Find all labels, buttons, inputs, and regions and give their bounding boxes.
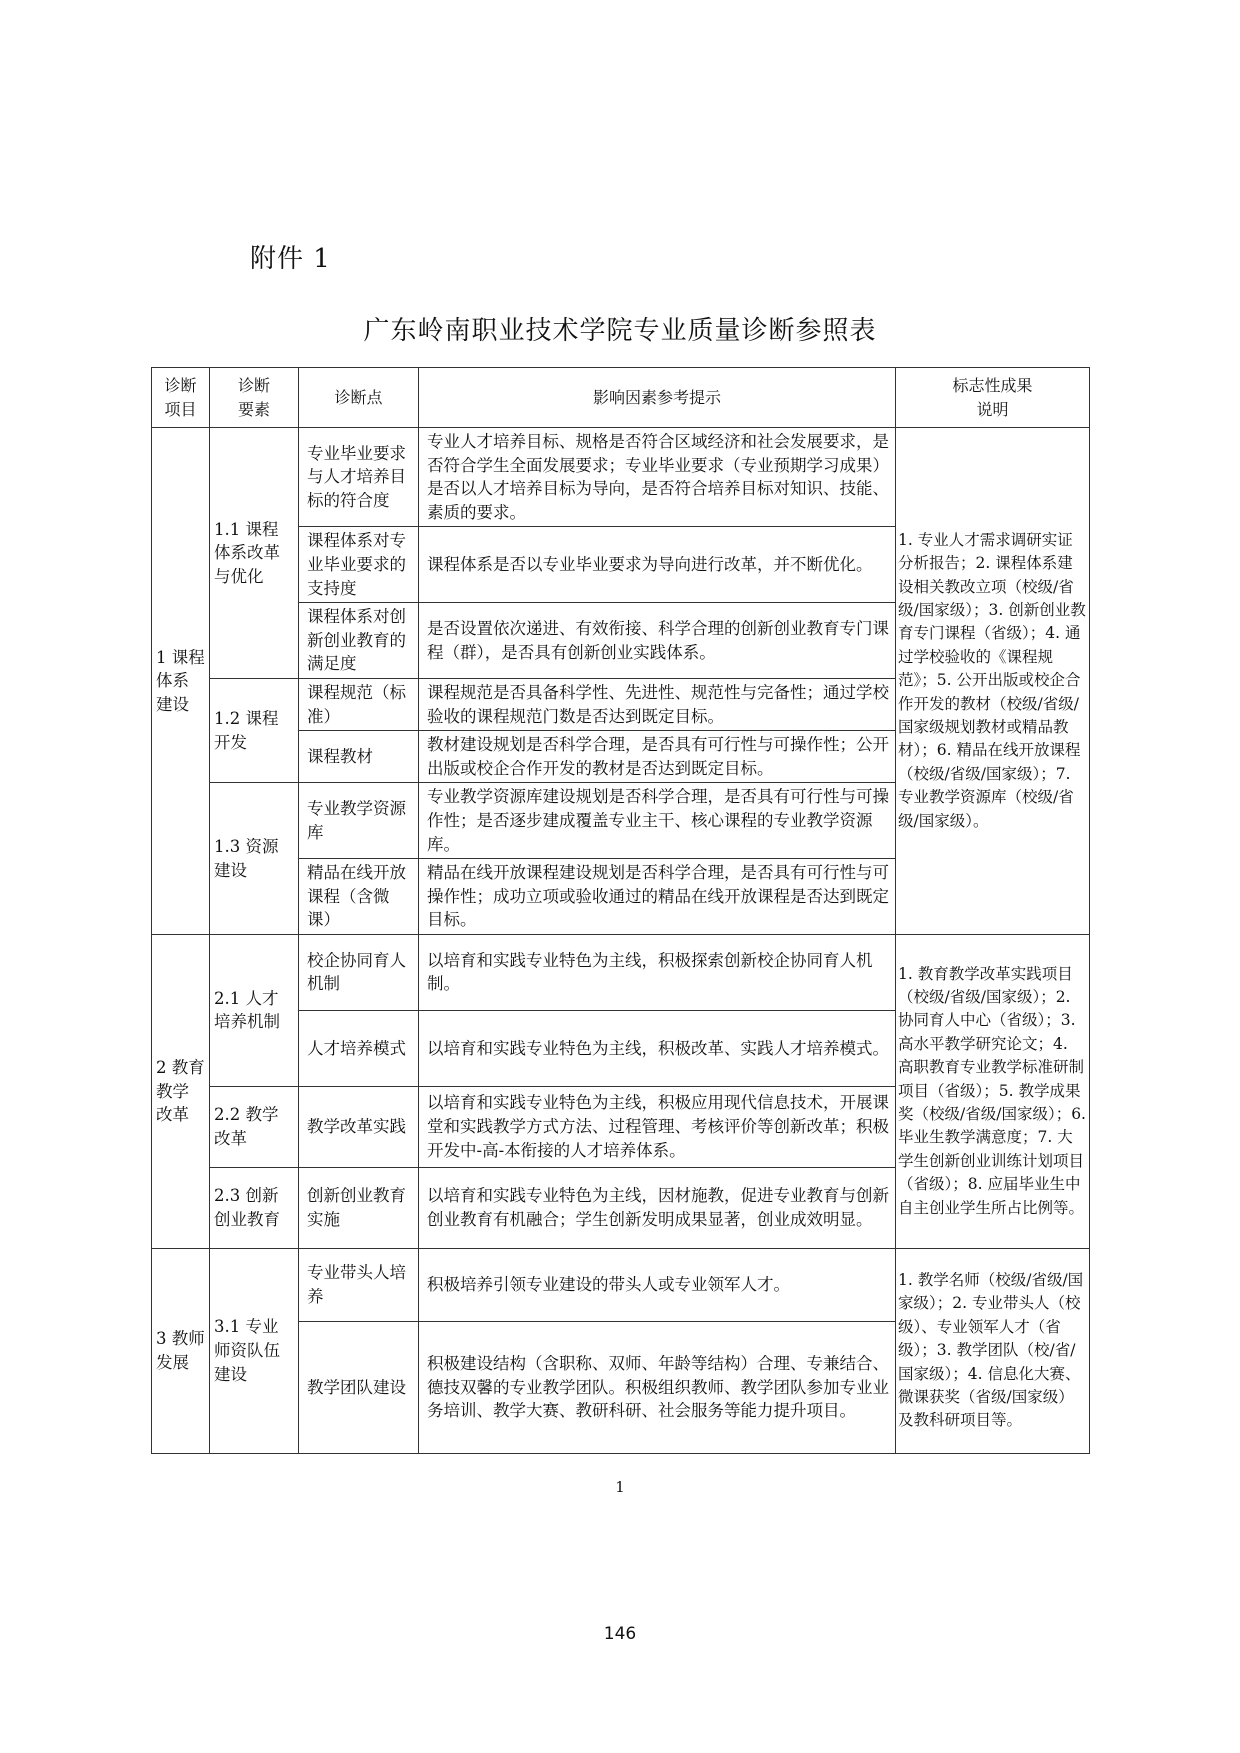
point-cell: 精品在线开放课程（含微课）	[299, 859, 419, 935]
element-cell: 2.2 教学改革	[210, 1086, 299, 1167]
point-cell: 课程体系对专业毕业要求的支持度	[299, 527, 419, 603]
attachment-label: 附件 1	[250, 244, 331, 274]
table-row	[152, 1248, 1090, 1321]
page-number: 1	[615, 1478, 625, 1496]
point-cell: 校企协同育人机制	[299, 934, 419, 1010]
point-cell: 专业教学资源库	[299, 783, 419, 859]
table-row	[152, 428, 1090, 527]
header-hint: 影响因素参考提示	[419, 368, 896, 428]
element-cell: 3.1 专业师资队伍建设	[210, 1248, 299, 1453]
table-row	[152, 934, 1090, 1010]
hint-cell: 积极建设结构（含职称、双师、年龄等结构）合理、专兼结合、德技双馨的专业教学团队。积极组织教师、教学团队参加专业业务培训、教学大赛、教研科研、社会服务等能力提升项目。	[419, 1321, 896, 1453]
hint-cell: 精品在线开放课程建设规划是否科学合理，是否具有可行性与可操作性；成功立项或验收通过的精品在线开放课程是否达到既定目标。	[419, 859, 896, 935]
header-point: 诊断点	[299, 368, 419, 428]
point-cell: 教学改革实践	[299, 1086, 419, 1167]
header-results: 标志性成果 说明	[896, 368, 1090, 428]
diagnosis-table	[151, 367, 1090, 1454]
hint-cell: 以培育和实践专业特色为主线，因材施教，促进专业教育与创新创业教育有机融合；学生创新发明成果显著，创业成效明显。	[419, 1167, 896, 1248]
element-cell: 2.3 创新创业教育	[210, 1167, 299, 1248]
hint-cell: 以培育和实践专业特色为主线，积极改革、实践人才培养模式。	[419, 1010, 896, 1086]
table-header-row	[152, 368, 1090, 428]
point-cell: 创新创业教育实施	[299, 1167, 419, 1248]
project-cell: 2 教育教学改革	[152, 934, 210, 1248]
hint-cell: 专业人才培养目标、规格是否符合区域经济和社会发展要求，是否符合学生全面发展要求；专业毕业要求（专业预期学习成果）是否以人才培养目标为导向，是否符合培养目标对知识、技能、素质的要求。	[419, 428, 896, 527]
footer-page-number: 146	[603, 1624, 637, 1644]
element-cell: 1.1 课程体系改革与优化	[210, 428, 299, 679]
hint-cell: 是否设置依次递进、有效衔接、科学合理的创新创业教育专门课程（群），是否具有创新创业实践体系。	[419, 603, 896, 679]
point-cell: 教学团队建设	[299, 1321, 419, 1453]
element-cell: 1.3 资源建设	[210, 783, 299, 935]
element-cell: 1.2 课程开发	[210, 678, 299, 782]
point-cell: 课程规范（标准）	[299, 678, 419, 730]
results-cell: 1. 专业人才需求调研实证分析报告；2. 课程体系建设相关教改立项（校级/省级/国家级）；3. 创新创业教育专门课程（省级）；4. 通过学校验收的《课程规范》；5. 公开出版或校企合作开发的教材（校级/省级/国家级规划教材或精品教材）；6. 精品在线开放课程（校级/省级/国家级）；7. 专业教学资源库（校级/省级/国家级）。	[896, 428, 1090, 935]
project-cell: 1 课程体系建设	[152, 428, 210, 935]
hint-cell: 课程规范是否具备科学性、先进性、规范性与完备性；通过学校验收的课程规范门数是否达到既定目标。	[419, 678, 896, 730]
results-cell: 1. 教学名师（校级/省级/国家级）；2. 专业带头人（校级）、专业领军人才（省级）；3. 教学团队（校/省/国家级）；4. 信息化大赛、微课获奖（省级/国家级）及教科研项目等。	[896, 1248, 1090, 1453]
element-cell: 2.1 人才培养机制	[210, 934, 299, 1086]
point-cell: 课程体系对创新创业教育的满足度	[299, 603, 419, 679]
point-cell: 专业带头人培养	[299, 1248, 419, 1321]
point-cell: 专业毕业要求与人才培养目标的符合度	[299, 428, 419, 527]
hint-cell: 以培育和实践专业特色为主线，积极探索创新校企协同育人机制。	[419, 934, 896, 1010]
results-cell: 1. 教育教学改革实践项目（校级/省级/国家级）；2. 协同育人中心（省级）；3. 高水平教学研究论文；4. 高职教育专业教学标准研制项目（省级）；5. 教学成果奖（校级/省级/国家级）；6. 毕业生教学满意度；7. 大学生创新创业训练计划项目（省级）；8. 应届毕业生中自主创业学生所占比例等。	[896, 934, 1090, 1248]
hint-cell: 以培育和实践专业特色为主线，积极应用现代信息技术，开展课堂和实践教学方式方法、过程管理、考核评价等创新改革；积极开发中-高-本衔接的人才培养体系。	[419, 1086, 896, 1167]
hint-cell: 课程体系是否以专业毕业要求为导向进行改革，并不断优化。	[419, 527, 896, 603]
header-project: 诊断 项目	[152, 368, 210, 428]
point-cell: 课程教材	[299, 731, 419, 783]
header-element: 诊断 要素	[210, 368, 299, 428]
point-cell: 人才培养模式	[299, 1010, 419, 1086]
hint-cell: 专业教学资源库建设规划是否科学合理，是否具有可行性与可操作性；是否逐步建成覆盖专业主干、核心课程的专业教学资源库。	[419, 783, 896, 859]
hint-cell: 教材建设规划是否科学合理，是否具有可行性与可操作性；公开出版或校企合作开发的教材是否达到既定目标。	[419, 731, 896, 783]
hint-cell: 积极培养引领专业建设的带头人或专业领军人才。	[419, 1248, 896, 1321]
document-title: 广东岭南职业技术学院专业质量诊断参照表	[363, 316, 877, 346]
project-cell: 3 教师发展	[152, 1248, 210, 1453]
